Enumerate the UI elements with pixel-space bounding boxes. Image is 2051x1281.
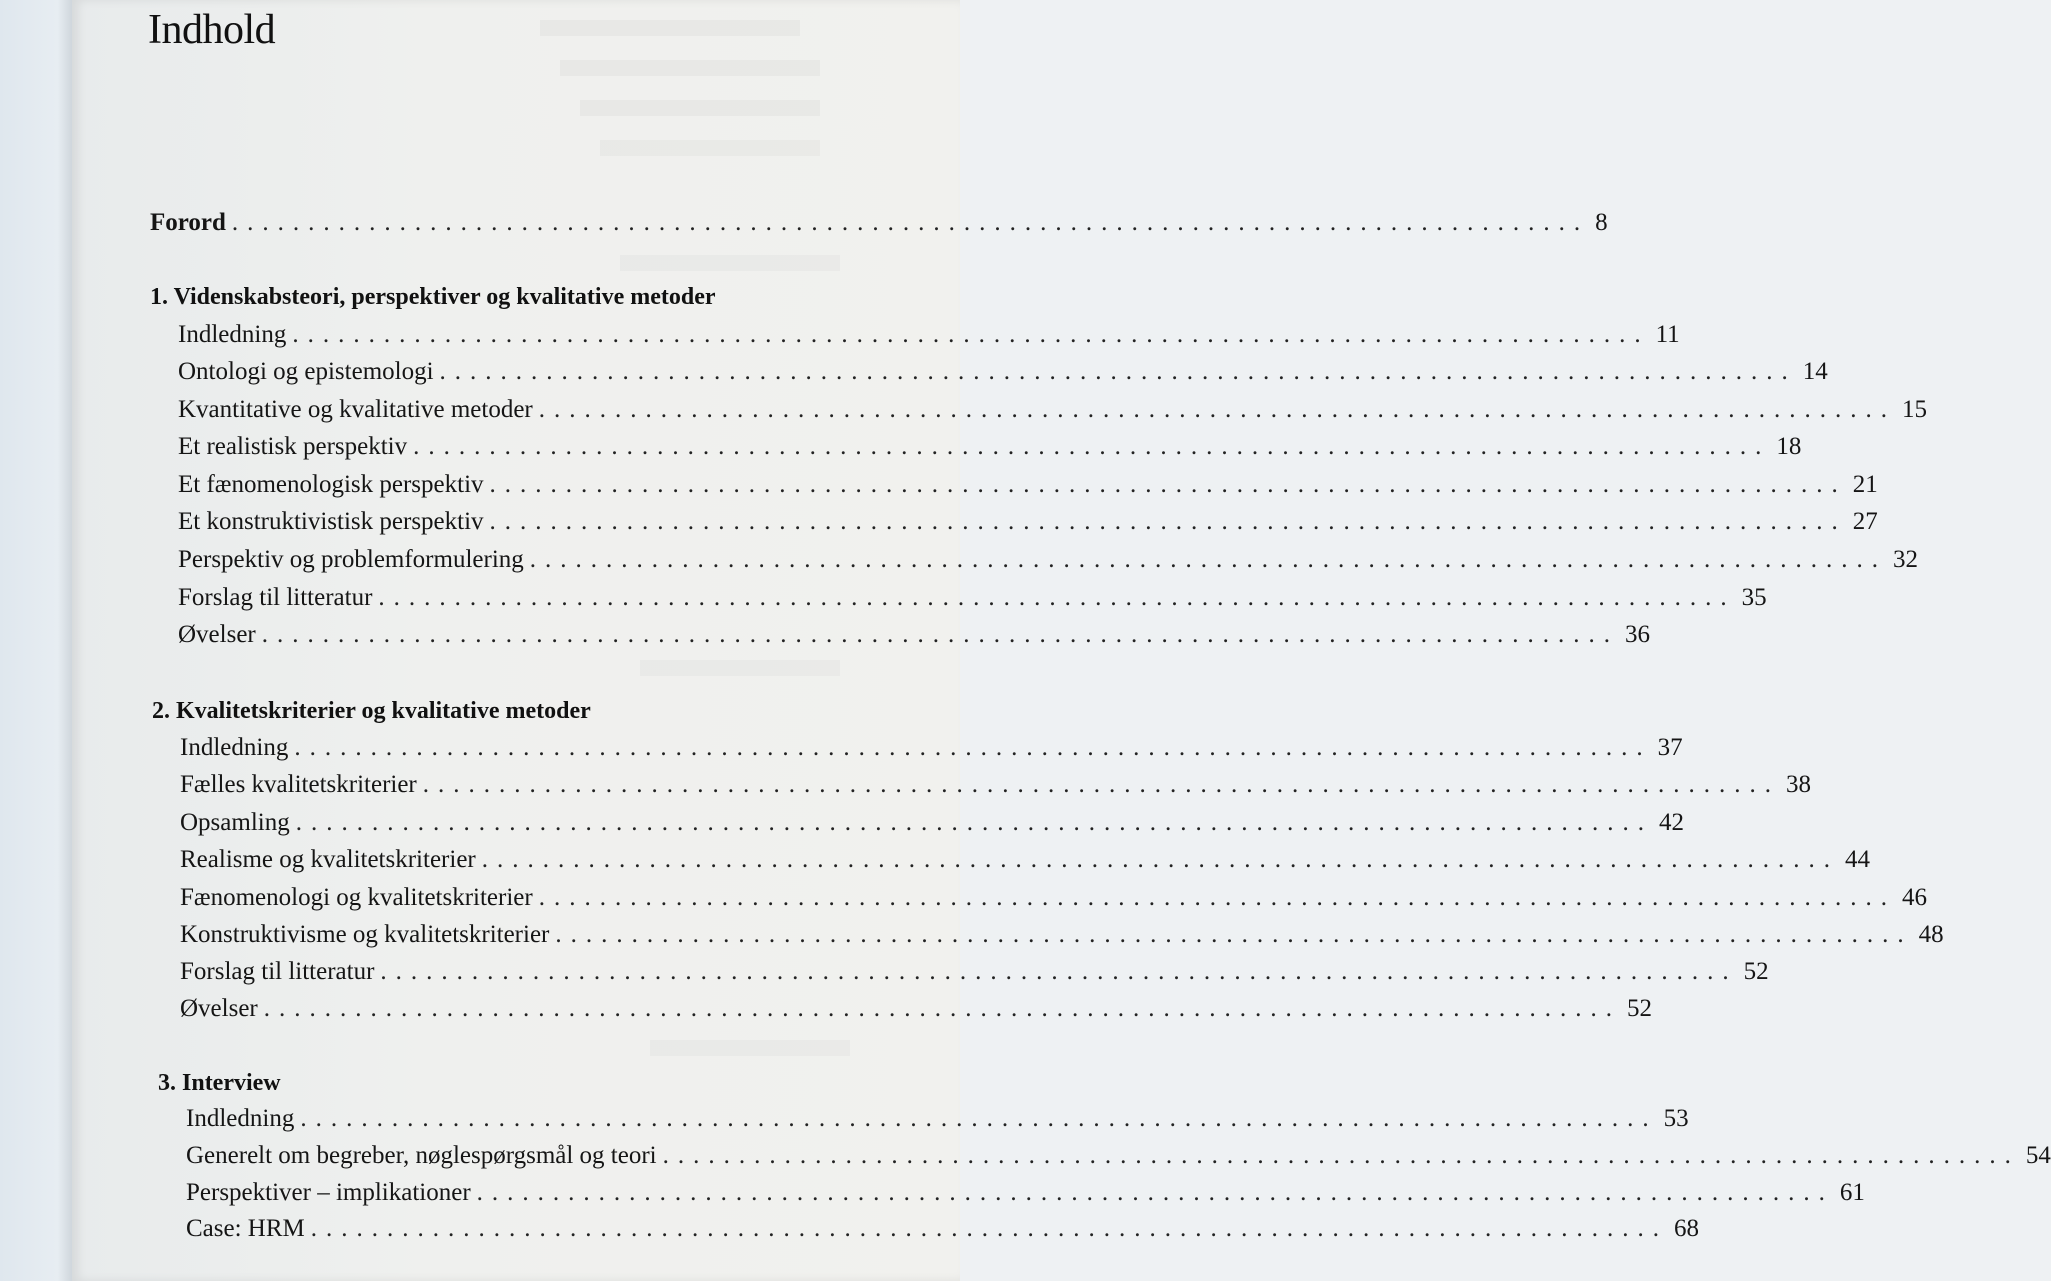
toc-entry[interactable] (186, 1214, 1699, 1244)
toc-entry-page: 37 (1657, 734, 1683, 761)
toc-entry-page: 44 (1845, 846, 1870, 873)
page-title: Indhold (148, 7, 276, 53)
toc-entry[interactable] (180, 845, 1870, 875)
leader-dots: ......................................................................................... (538, 396, 1896, 423)
toc-entry-page: 53 (1663, 1105, 1689, 1132)
leader-dots: ......................................................................................... (489, 471, 1847, 498)
toc-entry-page: 42 (1658, 809, 1684, 836)
leader-dots: ......................................................................................... (413, 433, 1771, 460)
toc-entry-page: 15 (1902, 396, 1927, 423)
leader-dots: ......................................................................................... (263, 995, 1621, 1022)
leader-dots: ......................................................................................... (538, 884, 1896, 911)
toc-entry[interactable] (178, 507, 1878, 537)
toc-entry-label: Perspektiver – implikationer (186, 1179, 471, 1206)
page-edge (0, 0, 72, 1281)
toc-entry-label: Et fænomenologisk perspektiv (178, 471, 484, 498)
toc-entry[interactable] (180, 808, 1684, 838)
toc-entry-page: 35 (1741, 584, 1767, 611)
toc-entry-forord[interactable] (150, 208, 1608, 238)
toc-entry-page: 36 (1625, 621, 1650, 648)
leader-dots: ......................................................................................... (529, 546, 1888, 573)
toc-entry[interactable] (180, 994, 1652, 1024)
toc-entry-page: 14 (1802, 358, 1828, 385)
toc-entry-page: 46 (1901, 884, 1927, 911)
toc-entry-label: Fænomenologi og kvalitetskriterier (180, 884, 533, 911)
toc-entry-label: Indledning (178, 321, 287, 348)
toc-entry-page: 48 (1918, 921, 1944, 948)
toc-entry[interactable] (180, 733, 1683, 763)
toc-entry-label: Øvelser (180, 995, 258, 1022)
toc-entry-label: Realisme og kvalitetskriterier (180, 846, 476, 873)
leader-dots: ......................................................................................... (378, 584, 1736, 611)
leader-dots: ......................................................................................... (295, 809, 1653, 836)
leader-dots: ......................................................................................... (422, 771, 1781, 798)
toc-entry-page: 54 (2025, 1142, 2051, 1169)
section-heading-2: 2. Kvalitetskriterier og kvalitative metoder (152, 698, 591, 724)
leader-dots: ......................................................................................... (662, 1142, 2020, 1169)
toc-entry-page: 52 (1743, 958, 1769, 985)
toc-entry-page: 21 (1852, 471, 1878, 498)
toc-entry[interactable] (180, 770, 1812, 800)
toc-entry-label: Forslag til litteratur (180, 958, 375, 985)
toc-entry-label: Kvantitative og kvalitative metoder (178, 396, 533, 423)
toc-entry[interactable] (178, 545, 1919, 575)
toc-entry-label: Konstruktivisme og kvalitetskriterier (180, 921, 550, 948)
toc-entry-label: Et realistisk perspektiv (178, 433, 408, 460)
toc-entry-label: Et konstruktivistisk perspektiv (178, 508, 484, 535)
toc-entry-label: Forord (150, 209, 226, 236)
leader-dots: ......................................................................................... (310, 1215, 1668, 1242)
toc-entry[interactable] (186, 1141, 2051, 1171)
toc-entry-page: 32 (1893, 546, 1919, 573)
toc-entry[interactable] (178, 395, 1927, 425)
toc-entry-page: 11 (1655, 321, 1680, 348)
leader-dots: ......................................................................................... (439, 358, 1797, 385)
toc-entry[interactable] (186, 1104, 1689, 1134)
leader-dots: ......................................................................................... (231, 209, 1590, 236)
leader-dots: ......................................................................................... (300, 1105, 1658, 1132)
leader-dots: ......................................................................................... (261, 621, 1619, 648)
toc-entry-label: Case: HRM (186, 1215, 305, 1242)
toc-entry-label: Øvelser (178, 621, 256, 648)
toc-entry-page: 61 (1839, 1179, 1865, 1206)
leader-dots: ......................................................................................... (489, 508, 1847, 535)
leader-dots: ......................................................................................... (481, 846, 1839, 873)
toc-entry-label: Fælles kvalitetskriterier (180, 771, 417, 798)
toc-entry[interactable] (186, 1178, 1865, 1208)
toc-entry-label: Indledning (186, 1105, 295, 1132)
leader-dots: ......................................................................................... (380, 958, 1738, 985)
toc-entry-page: 27 (1852, 508, 1878, 535)
toc-entry-page: 52 (1627, 995, 1652, 1022)
leader-dots: ......................................................................................... (294, 734, 1652, 761)
toc-entry[interactable] (178, 470, 1878, 500)
toc-entry-page: 8 (1595, 209, 1608, 236)
toc-entry-page: 38 (1786, 771, 1812, 798)
toc-entry-label: Perspektiv og problemformulering (178, 546, 524, 573)
leader-dots: ......................................................................................... (555, 921, 1913, 948)
toc-entry[interactable] (178, 320, 1680, 350)
section-heading-3: 3. Interview (158, 1070, 281, 1096)
toc-entry[interactable] (180, 957, 1769, 987)
toc-entry-label: Ontologi og epistemologi (178, 358, 434, 385)
toc-entry[interactable] (178, 583, 1767, 613)
toc-entry[interactable] (180, 883, 1927, 913)
toc-entry[interactable] (180, 920, 1944, 950)
leader-dots: ......................................................................................... (292, 321, 1650, 348)
toc-entry-label: Opsamling (180, 809, 290, 836)
leader-dots: ......................................................................................... (476, 1179, 1834, 1206)
toc-entry-label: Indledning (180, 734, 289, 761)
toc-entry[interactable] (178, 357, 1828, 387)
section-heading-1: 1. Videnskabsteori, perspektiver og kvalitative metoder (150, 284, 716, 310)
toc-entry-label: Forslag til litteratur (178, 584, 373, 611)
toc-entry-label: Generelt om begreber, nøglespørgsmål og teori (186, 1142, 657, 1169)
toc-entry[interactable] (178, 432, 1802, 462)
toc-entry-page: 68 (1674, 1215, 1699, 1242)
toc-entry-page: 18 (1776, 433, 1802, 460)
toc-entry[interactable] (178, 620, 1650, 650)
